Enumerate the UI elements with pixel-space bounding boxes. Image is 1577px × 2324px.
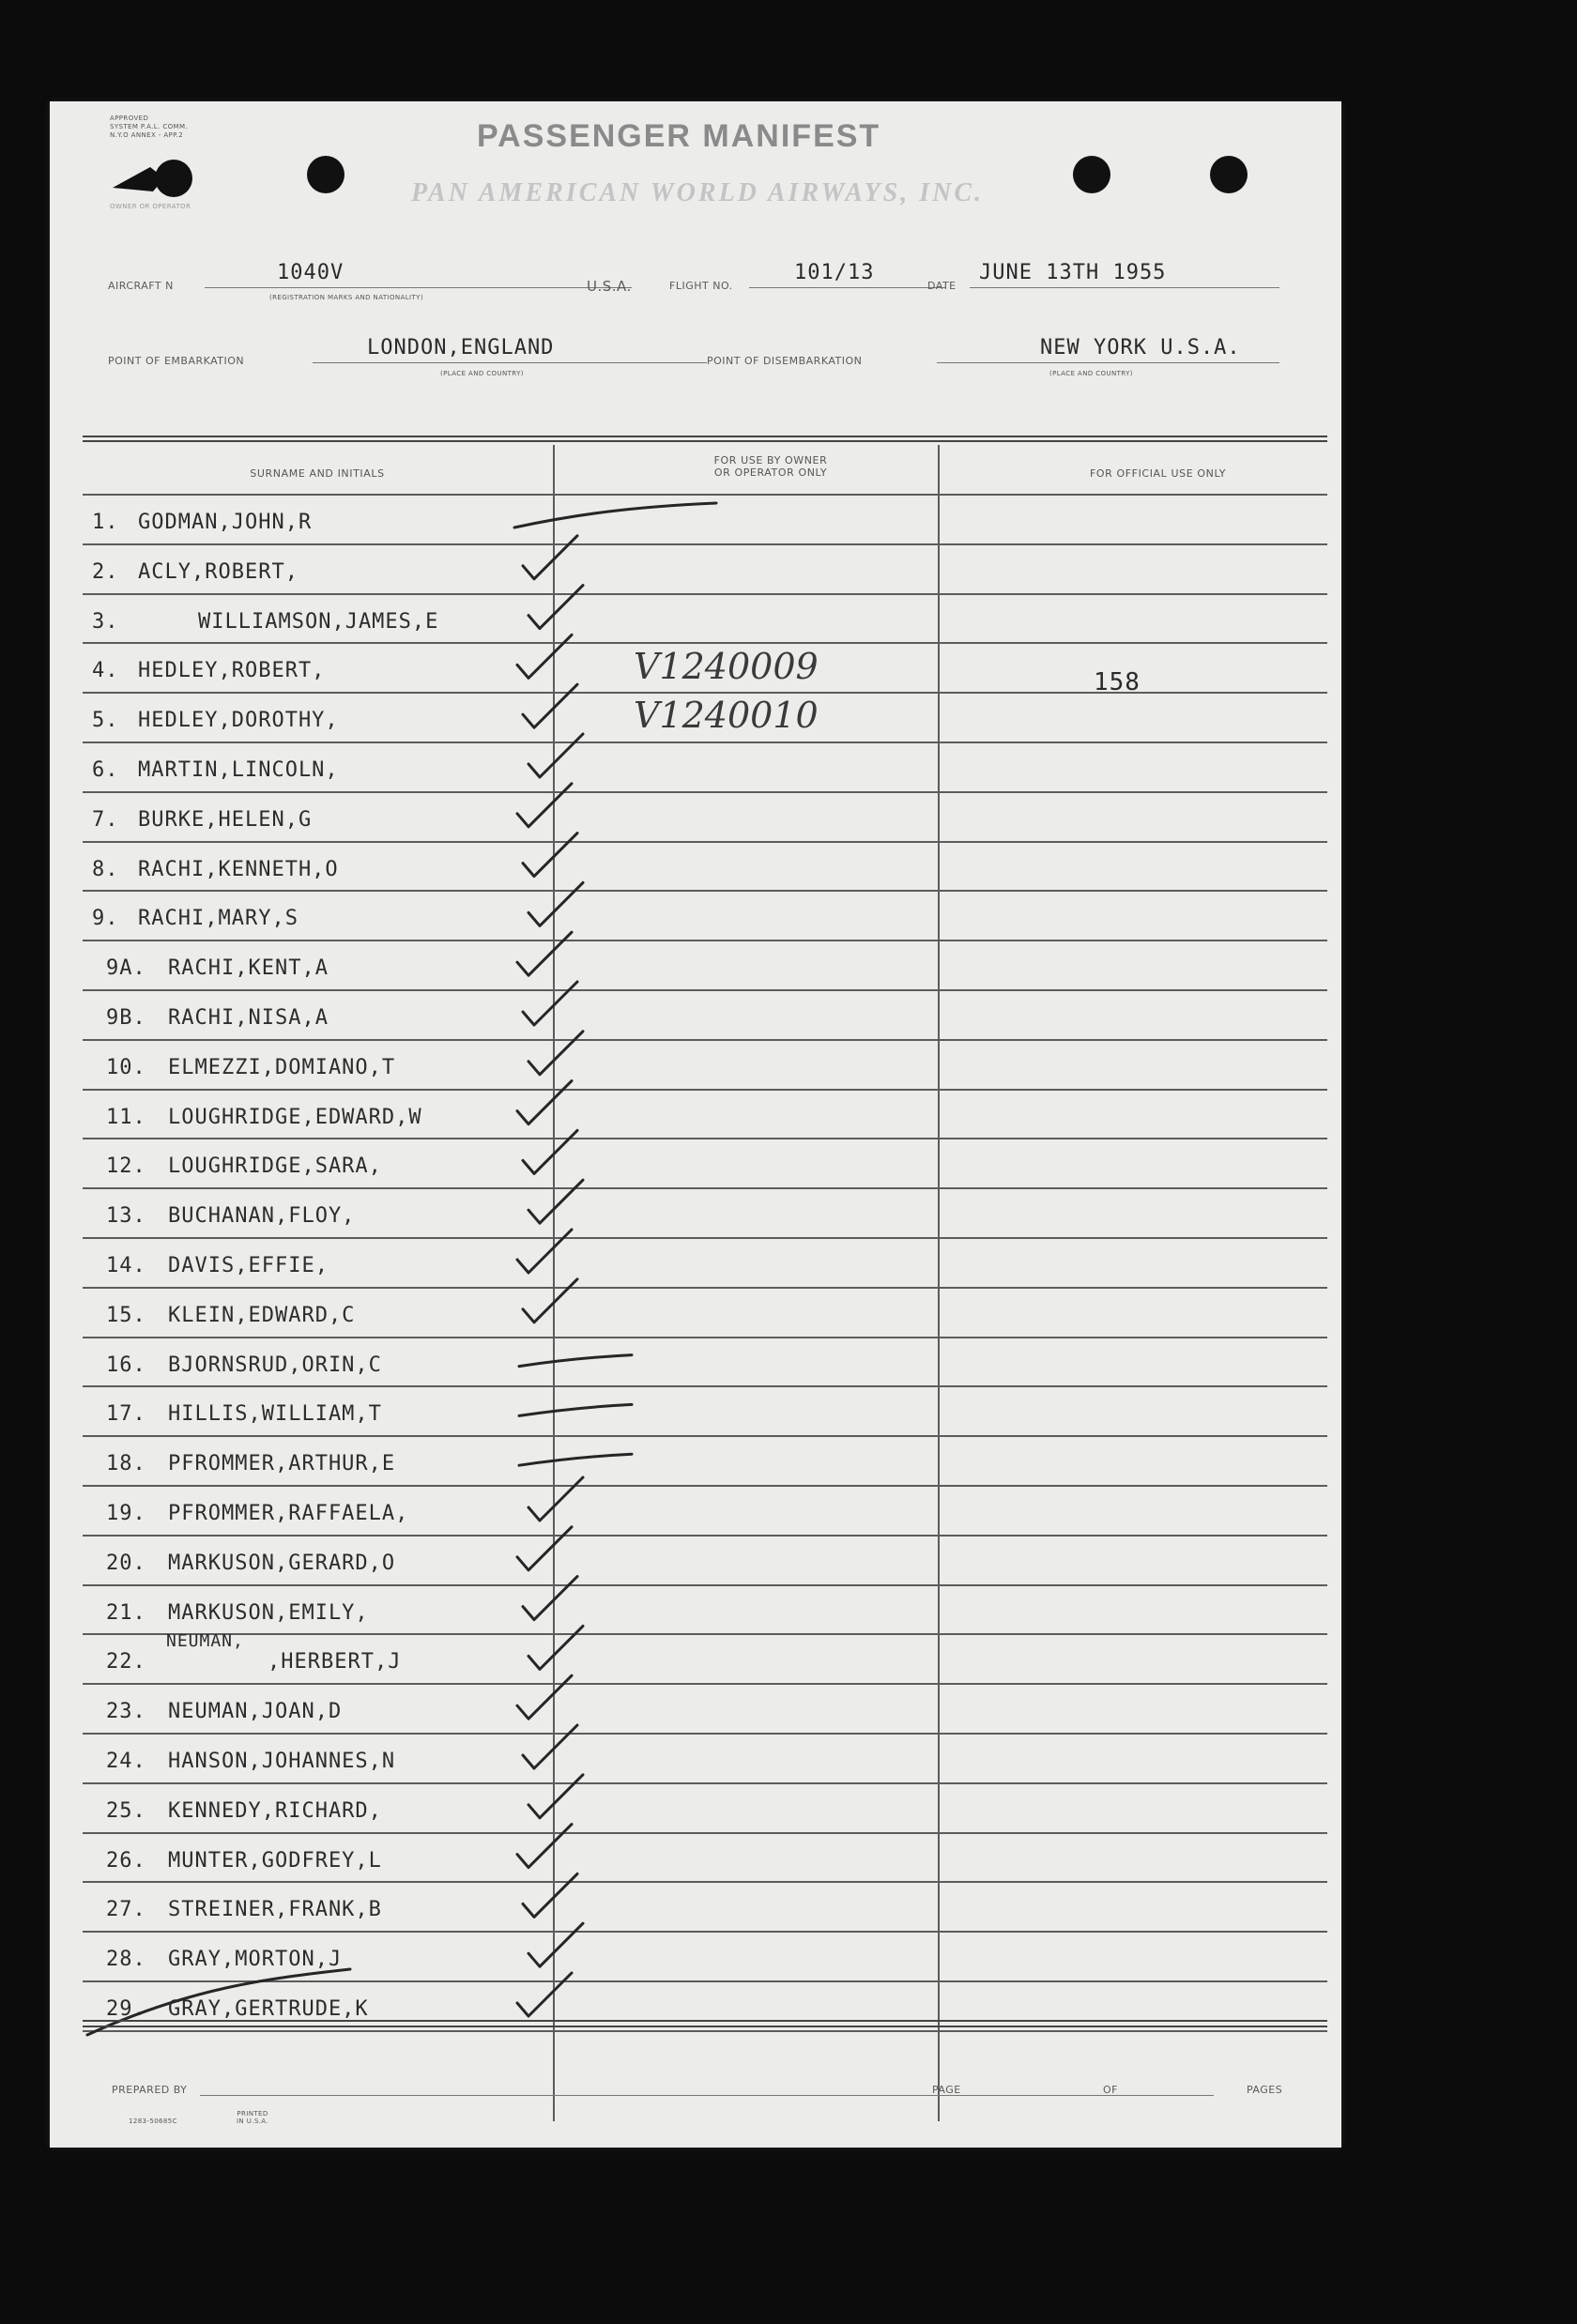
check-mark-icon <box>517 1825 572 1868</box>
passenger-name: MARTIN,LINCOLN, <box>138 758 339 782</box>
page-label: PAGE <box>932 2084 961 2096</box>
passenger-name: MARKUSON,EMILY, <box>168 1601 369 1625</box>
check-mark-icon <box>523 1873 577 1917</box>
passenger-number: 9A. <box>106 956 146 980</box>
printed-mark: PRINTED IN U.S.A. <box>236 2110 269 2125</box>
passenger-number: 17. <box>106 1402 146 1426</box>
check-mark-icon <box>523 536 577 579</box>
check-mark-icon <box>523 1279 577 1323</box>
passenger-name-correction: NEUMAN, <box>166 1631 244 1651</box>
check-mark-icon <box>528 1477 583 1521</box>
approval-line: APPROVED <box>110 115 149 122</box>
check-mark-icon <box>528 1180 583 1223</box>
passenger-number: 9. <box>92 907 119 930</box>
approval-line: N.Y.O ANNEX - APP.2 <box>110 131 184 139</box>
table-bottom-rule <box>83 2020 1327 2022</box>
airline-name: PAN AMERICAN WORLD AIRWAYS, INC. <box>411 178 985 207</box>
passenger-number: 18. <box>106 1452 146 1475</box>
of-label: OF <box>1103 2084 1118 2096</box>
check-mark-icon <box>523 1725 577 1768</box>
check-mark-icon <box>523 1130 577 1173</box>
place-caption: (PLACE AND COUNTRY) <box>1049 370 1133 377</box>
passenger-name: DAVIS,EFFIE, <box>168 1254 329 1277</box>
passenger-name: HANSON,JOHANNES,N <box>168 1750 396 1773</box>
passenger-name: RACHI,NISA,A <box>168 1006 329 1030</box>
column-header-official: FOR OFFICIAL USE ONLY <box>1089 467 1227 480</box>
passenger-number: 29. <box>106 1997 146 2021</box>
place-caption: (PLACE AND COUNTRY) <box>440 370 524 377</box>
aircraft-value: 1040V <box>277 261 344 284</box>
passenger-number: 7. <box>92 808 119 832</box>
embarkation-value: LONDON,ENGLAND <box>367 336 555 359</box>
prepared-by-label: PREPARED BY <box>112 2084 188 2096</box>
aircraft-label: AIRCRAFT N <box>108 280 174 292</box>
check-mark-icon <box>523 684 577 727</box>
passenger-name: GRAY,MORTON,J <box>168 1948 343 1971</box>
check-mark-icon <box>517 932 572 975</box>
column-header-owner-line: OR OPERATOR ONLY <box>713 466 828 479</box>
check-mark-icon <box>523 982 577 1025</box>
check-marks <box>50 101 1341 2148</box>
check-mark-icon <box>528 1032 583 1075</box>
passenger-name: RACHI,KENT,A <box>168 956 329 980</box>
check-mark-icon <box>523 833 577 877</box>
registration-caption: (REGISTRATION MARKS AND NATIONALITY) <box>269 294 423 301</box>
passenger-number: 1. <box>92 511 119 534</box>
passenger-name: ACLY,ROBERT, <box>138 560 299 584</box>
approval-line: SYSTEM P.A.L. COMM. <box>110 123 189 130</box>
check-mark-icon <box>528 1626 583 1669</box>
check-mark-icon <box>519 1454 632 1465</box>
passenger-number: 21. <box>106 1601 146 1625</box>
passenger-name: LOUGHRIDGE,EDWARD,W <box>168 1106 422 1129</box>
passenger-number: 12. <box>106 1154 146 1178</box>
manifest-sheet <box>50 101 1341 2148</box>
passenger-name: HEDLEY,DOROTHY, <box>138 709 339 732</box>
check-mark-icon <box>528 734 583 777</box>
check-mark-icon <box>517 1675 572 1719</box>
handwritten-ticket-number: V1240010 <box>634 695 819 736</box>
check-mark-icon <box>519 1404 632 1415</box>
check-mark-icon <box>517 1527 572 1570</box>
passenger-number: 27. <box>106 1898 146 1921</box>
passenger-number: 25. <box>106 1799 146 1823</box>
check-mark-icon <box>517 635 572 678</box>
passenger-name: ELMEZZI,DOMIANO,T <box>168 1056 396 1079</box>
official-count: 158 <box>1094 668 1141 696</box>
check-mark-icon <box>519 1355 632 1367</box>
passenger-number: 5. <box>92 709 119 732</box>
passenger-name: KLEIN,EDWARD,C <box>168 1304 356 1327</box>
passenger-name: MARKUSON,GERARD,O <box>168 1552 396 1575</box>
passenger-number: 4. <box>92 659 119 682</box>
column-header-owner-line: FOR USE BY OWNER <box>713 454 828 466</box>
check-mark-icon <box>514 503 716 527</box>
check-mark-icon <box>517 1230 572 1273</box>
passenger-name: MUNTER,GODFREY,L <box>168 1849 382 1873</box>
check-mark-icon <box>528 882 583 925</box>
passenger-name: PFROMMER,RAFFAELA, <box>168 1502 409 1525</box>
column-header-name: SURNAME AND INITIALS <box>250 467 385 480</box>
passenger-name: NEUMAN,JOAN,D <box>168 1700 343 1723</box>
passenger-name: ,HERBERT,J <box>268 1650 402 1674</box>
check-mark-icon <box>528 1775 583 1818</box>
passenger-name: GODMAN,JOHN,R <box>138 511 313 534</box>
passenger-number: 9B. <box>106 1006 146 1030</box>
check-mark-icon <box>517 784 572 827</box>
handwritten-ticket-number: V1240009 <box>634 646 819 687</box>
passenger-number: 28. <box>106 1948 146 1971</box>
passenger-name: LOUGHRIDGE,SARA, <box>168 1154 382 1178</box>
passenger-number: 14. <box>106 1254 146 1277</box>
passenger-name: HILLIS,WILLIAM,T <box>168 1402 382 1426</box>
passenger-number: 6. <box>92 758 119 782</box>
passenger-name: GRAY,GERTRUDE,K <box>168 1997 369 2021</box>
owner-operator-label: OWNER OR OPERATOR <box>110 203 191 210</box>
passenger-name: RACHI,MARY,S <box>138 907 299 930</box>
disembarkation-label: POINT OF DISEMBARKATION <box>707 355 863 367</box>
passenger-name: BURKE,HELEN,G <box>138 808 313 832</box>
passenger-name: BJORNSRUD,ORIN,C <box>168 1353 382 1377</box>
date-value: JUNE 13TH 1955 <box>979 261 1167 284</box>
check-mark-icon <box>528 1923 583 1966</box>
flight-label: FLIGHT NO. <box>669 280 733 292</box>
passenger-number: 22. <box>106 1650 146 1674</box>
passenger-number: 3. <box>92 610 119 634</box>
disembarkation-value: NEW YORK U.S.A. <box>1040 336 1241 359</box>
flight-value: 101/13 <box>794 261 875 284</box>
passenger-number: 23. <box>106 1700 146 1723</box>
pages-label: PAGES <box>1247 2084 1283 2096</box>
passenger-number: 19. <box>106 1502 146 1525</box>
passenger-number: 11. <box>106 1106 146 1129</box>
passenger-number: 2. <box>92 560 119 584</box>
passenger-number: 16. <box>106 1353 146 1377</box>
usa-label: U.S.A. <box>587 278 632 295</box>
check-mark-icon <box>517 1081 572 1124</box>
passenger-number: 13. <box>106 1204 146 1228</box>
passenger-number: 15. <box>106 1304 146 1327</box>
passenger-name: HEDLEY,ROBERT, <box>138 659 326 682</box>
passenger-number: 20. <box>106 1552 146 1575</box>
date-label: DATE <box>927 280 957 292</box>
passenger-name: STREINER,FRANK,B <box>168 1898 382 1921</box>
table-bottom-rule <box>83 2026 1327 2027</box>
check-mark-icon <box>528 586 583 629</box>
passenger-name: KENNEDY,RICHARD, <box>168 1799 382 1823</box>
check-mark-icon <box>517 1973 572 2016</box>
passenger-name: BUCHANAN,FLOY, <box>168 1204 356 1228</box>
passenger-number: 8. <box>92 858 119 881</box>
check-mark-icon <box>523 1577 577 1620</box>
embarkation-label: POINT OF EMBARKATION <box>108 355 245 367</box>
passenger-number: 26. <box>106 1849 146 1873</box>
passenger-name: PFROMMER,ARTHUR,E <box>168 1452 396 1475</box>
page-title: PASSENGER MANIFEST <box>477 118 881 154</box>
passenger-number: 24. <box>106 1750 146 1773</box>
passenger-name: RACHI,KENNETH,O <box>138 858 339 881</box>
passenger-number: 10. <box>106 1056 146 1079</box>
form-number: 1283-50685C <box>129 2118 177 2125</box>
passenger-name: WILLIAMSON,JAMES,E <box>198 610 439 634</box>
